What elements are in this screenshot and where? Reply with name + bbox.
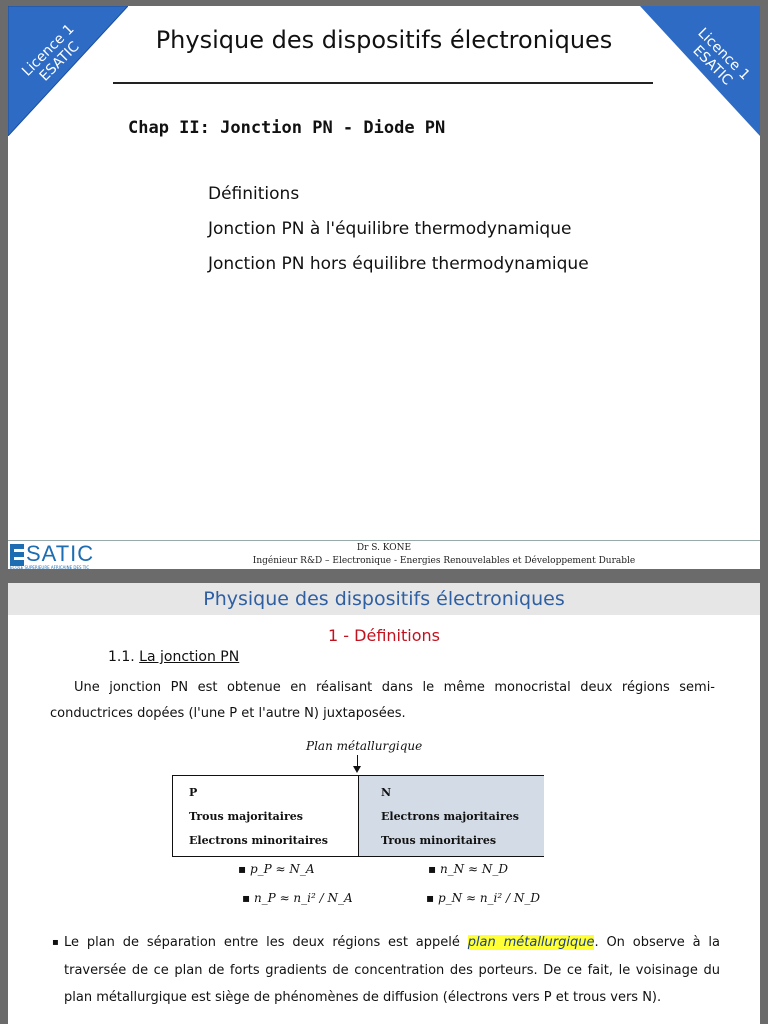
- outline-list: [208, 182, 589, 287]
- slide-title-text: Physique des dispositifs électroniques: [155, 26, 613, 54]
- corner-label-right: Licence 1 ESATIC: [689, 25, 753, 89]
- slide-definitions: [8, 583, 760, 1024]
- highlighted-term: plan métallurgique: [467, 935, 595, 950]
- chapter-title: Chap II: Jonction PN - Diode PN: [128, 118, 446, 138]
- n-region-label: N: [381, 786, 392, 799]
- slide-header: [8, 583, 760, 615]
- n-region-minority: Trous minoritaires: [381, 834, 497, 847]
- subsection-number: 1.1.: [108, 649, 135, 665]
- outline-item: Définitions: [208, 184, 300, 204]
- footer-author: Dr S. KONE: [356, 543, 412, 553]
- p-region-minority: Electrons minoritaires: [189, 834, 328, 847]
- subsection-title: La jonction PN: [139, 649, 240, 665]
- slide-header-title: Physique des dispositifs électroniques: [203, 588, 565, 610]
- footer-affiliation: Ingénieur R&D – Electronique - Energies Renouvelables et Développement Durable: [252, 556, 636, 566]
- intro-paragraph: Une jonction PN est obtenue en réalisant dans le même monocristal deux régions semi-conductrices dopées (l'une P et l'autre N) juxtaposées.: [50, 680, 715, 721]
- formula-p-electrons: ▪ n_P ≈ n_i² / N_A: [242, 891, 353, 905]
- subsection-heading: [108, 649, 239, 665]
- arrow-head-icon: [353, 766, 361, 773]
- logo-wordmark: SATIC: [26, 541, 95, 566]
- corner-label-left: Licence 1 ESATIC: [19, 21, 83, 85]
- p-region-label: P: [189, 786, 198, 799]
- plan-label: Plan métallurgique: [306, 739, 423, 753]
- formula-p-holes: ▪ p_P ≈ N_A: [238, 862, 315, 876]
- bullet-icon: ▪: [52, 937, 59, 948]
- logo-subtext: ECOLE SUPERIEURE AFRICAINE DES TIC: [10, 565, 90, 569]
- p-region-majority: Trous majoritaires: [189, 810, 303, 823]
- pn-junction-diagram: [158, 739, 558, 929]
- slide-footer: [8, 540, 760, 569]
- n-region: [358, 776, 544, 856]
- section-title: 1 - Définitions: [328, 626, 440, 645]
- title-divider: [113, 82, 653, 84]
- bullet-text-before: Le plan de séparation entre les deux régions est appelé: [64, 935, 468, 950]
- bullet-paragraph: [52, 929, 720, 1012]
- formula-n-electrons: ▪ n_N ≈ N_D: [428, 862, 508, 876]
- outline-item: Jonction PN à l'équilibre thermodynamique: [208, 219, 572, 239]
- formula-n-holes: ▪ p_N ≈ n_i² / N_D: [426, 891, 540, 905]
- n-region-majority: Electrons majoritaires: [381, 810, 519, 823]
- p-region: [173, 776, 357, 856]
- slide-title: [8, 6, 760, 569]
- junction-box: [172, 775, 544, 857]
- bullet-text-after: . On observe à la traversée de ce plan de forts gradients de concentration des porteurs. De ce fait, le voisinage du plan métallurgique est siège de phénomènes de diffusion (électrons vers P et trous vers N).: [64, 935, 720, 1005]
- outline-item: Jonction PN hors équilibre thermodynamique: [208, 254, 589, 274]
